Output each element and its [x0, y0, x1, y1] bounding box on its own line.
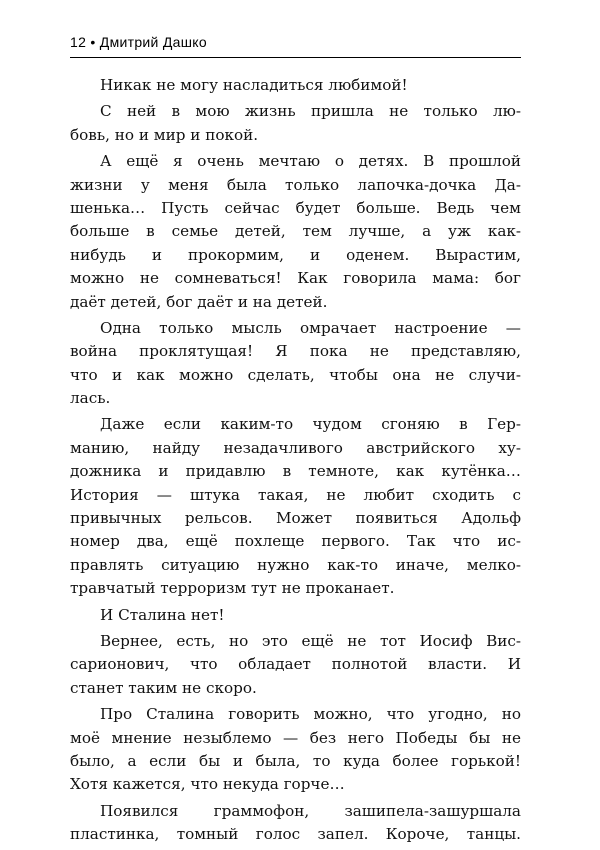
text-line: манию, найду незадачливого австрийского ху-: [70, 438, 521, 457]
text-line: моё мнение незыблемо — без него Победы бы не: [70, 728, 521, 747]
text-line: жизни у меня была только лапочка-дочка Да-: [70, 175, 521, 194]
text-line: лась.: [70, 389, 111, 408]
text-line: пластинка, томный голос запел. Короче, танцы.: [70, 825, 521, 844]
author-name: Дмитрий Дашко: [99, 34, 207, 50]
text-line: Одна только мысль омрачает настроение —: [100, 318, 521, 337]
paragraph: [70, 413, 521, 600]
text-line: Никак не могу насладиться любимой!: [100, 76, 408, 94]
paragraph: [70, 100, 521, 147]
paragraph: [70, 800, 521, 847]
text-line: номер два, ещё похлеще первого. Так что ис-: [70, 532, 521, 551]
page-text: [70, 74, 521, 850]
paragraph: [70, 317, 521, 411]
paragraph: [70, 604, 521, 627]
text-line: больше в семье детей, тем лучше, а уж как-: [70, 222, 521, 241]
text-line: даёт детей, бог даёт и на детей.: [70, 292, 328, 311]
text-line: было, а если бы и была, то куда более горькой!: [70, 751, 521, 770]
text-line: дожника и придавлю в темноте, как кутёнка…: [70, 462, 521, 481]
text-line: И Сталина нет!: [100, 605, 225, 624]
header-separator: •: [90, 34, 96, 50]
text-line: Хотя кажется, что некуда горче…: [70, 775, 345, 794]
text-line: станет таким не скоро.: [70, 678, 257, 697]
text-line: А ещё я очень мечтаю о детях. В прошлой: [100, 152, 521, 171]
paragraph: [70, 630, 521, 700]
text-line: правлять ситуацию нужно как-то иначе, мелко-: [70, 555, 521, 574]
text-line: Даже если каким-то чудом сгоняю в Гер-: [100, 415, 521, 434]
text-line: можно не сомневаться! Как говорила мама: бог: [70, 269, 521, 288]
text-line: травчатый терроризм тут не проканает.: [70, 579, 395, 598]
text-line: бовь, но и мир и покой.: [70, 125, 259, 144]
text-line: война проклятущая! Я пока не представляю,: [70, 342, 521, 361]
text-line: привычных рельсов. Может появиться Адольф: [70, 509, 521, 528]
header-divider: [70, 57, 521, 58]
paragraph: [70, 150, 521, 314]
text-line: История — штука такая, не любит сходить с: [70, 485, 521, 504]
text-line: что и как можно сделать, чтобы она не случи-: [70, 365, 521, 384]
text-line: Вернее, есть, но это ещё не тот Иосиф Вис-: [100, 631, 521, 650]
running-header: [70, 33, 521, 57]
text-line: шенька… Пусть сейчас будет больше. Ведь чем: [70, 198, 521, 217]
text-line: Про Сталина говорить можно, что угодно, но: [100, 705, 521, 724]
text-line: нибудь и прокормим, и оденем. Вырастим,: [70, 245, 521, 264]
page-number: 12: [70, 34, 87, 50]
text-line: сарионович, что обладает полнотой власти. И: [70, 655, 521, 674]
paragraph: [70, 74, 521, 97]
text-line: Появился граммофон, зашипела-зашуршала: [100, 801, 521, 820]
text-line: С ней в мою жизнь пришла не только лю-: [100, 102, 521, 121]
